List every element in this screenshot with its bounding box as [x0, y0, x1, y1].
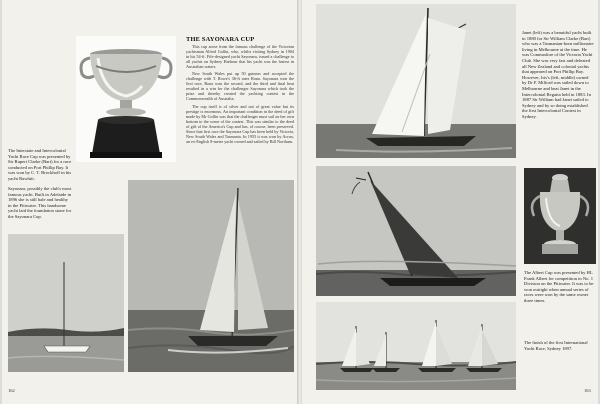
moored-yacht-illustration: [8, 234, 124, 372]
body-text: [186, 44, 294, 146]
page-number-right: 163: [584, 388, 591, 393]
moored-yacht-photo: [8, 234, 124, 372]
racing-yacht-photo: [316, 166, 516, 296]
fleet-race-photo: [316, 302, 516, 390]
body-paragraph-1: This cup arose from the famous challenge of the Victorian yachtsman Alfred Gollin, who, whilst visiting Sydney in 1904 in his 54-ft. Fife-designed yacht Sayonara, issued a challenge to all yachts on Sydney Harbour that his yacht was the fastest in Australian waters.: [186, 44, 294, 70]
janet-caption: Janet (left) was a beautiful yacht built in 1880 for Sir William Clarke (Bart) who was a Tasmanian-born millionaire living in Melbourne at the time. He was Commodore of the Victoria Yacht Club. She was very fast and defeated all New Zealand and colonial yachts that appeared on Port Phillip Bay. However, Iris's (left, middle) owned by Dr F. Milford was sailed down to Melbourne and beat Janet in the Intercolonial Regatta held in 1883. In 1887 Sir William had Janet sailed to Sydney and by so doing established the first Intercolonial Contest in Sydney.: [522, 30, 594, 119]
janet-yacht-photo: [316, 4, 516, 158]
finish-caption: The finish of the first International Yacht Race, Sydney 1897.: [524, 340, 588, 351]
body-paragraph-3: The cup itself is of silver and not of great value but its prestige is enormous. An important condition in the deed of gift made by Mr Gollin was that the challenger must sail on her own bottom to the scene of the contest. This was similar to the deed of gift of the America's Cup and has, of course, been preserved. Since that first race the Sayonara Cup has been held by Victoria, New South Wales and Tasmania. In 1955 it was won by Acrux, an ex-English 8-metre yacht owned and sailed by Bill Northam.: [186, 103, 294, 144]
yacht-sailing-illustration: [128, 180, 294, 372]
fleet-race-illustration: [316, 302, 516, 390]
albert-cup-photo: [524, 168, 596, 264]
body-paragraph-2: New South Wales put up 50 guineas and accepted the challenge with T. Rowe's 36-ft rater Rona. Sayonara won the first race, Rona won the second, and the third and final heat resulted in a win for the challenger Sayonara which took the prize and thereby created the yachting contest in the Commonwealth of Australia.: [186, 71, 294, 102]
albert-cup-caption: The Albert Cup was presented by HL Frank Albert for competition in No. 1 Division on the Pittwater. It was to be won outright when annual series of races were won by the same owner three times.: [524, 270, 594, 303]
section-title: THE SAYONARA CUP: [186, 36, 255, 43]
racing-yacht-illustration: [316, 166, 516, 296]
janet-yacht-illustration: [316, 4, 516, 158]
silver-cup-illustration: [76, 36, 176, 162]
sailing-yacht-photo: [128, 180, 294, 372]
right-page: [302, 0, 598, 404]
cup-caption: The Interstate and Intercolonial Yacht Race Cup was presented by Sir Rupert Clarke (Bart) for a race conducted on Port Phillip Bay. It was won by C. T. Brockhoff in his yacht Rawhiti.: [8, 148, 72, 181]
left-page: [2, 0, 298, 404]
sayonara-caption: Sayonara, possibly the club's most famous yacht. Built in Adelaide in 1896 she is still hale and healthy in the Pittwater. This handsome yacht laid the foundation stone for the Sayonara Cup.: [8, 186, 72, 219]
albert-cup-illustration: [524, 168, 596, 264]
cup-photo: [76, 36, 176, 162]
page-number-left: 162: [8, 388, 15, 393]
